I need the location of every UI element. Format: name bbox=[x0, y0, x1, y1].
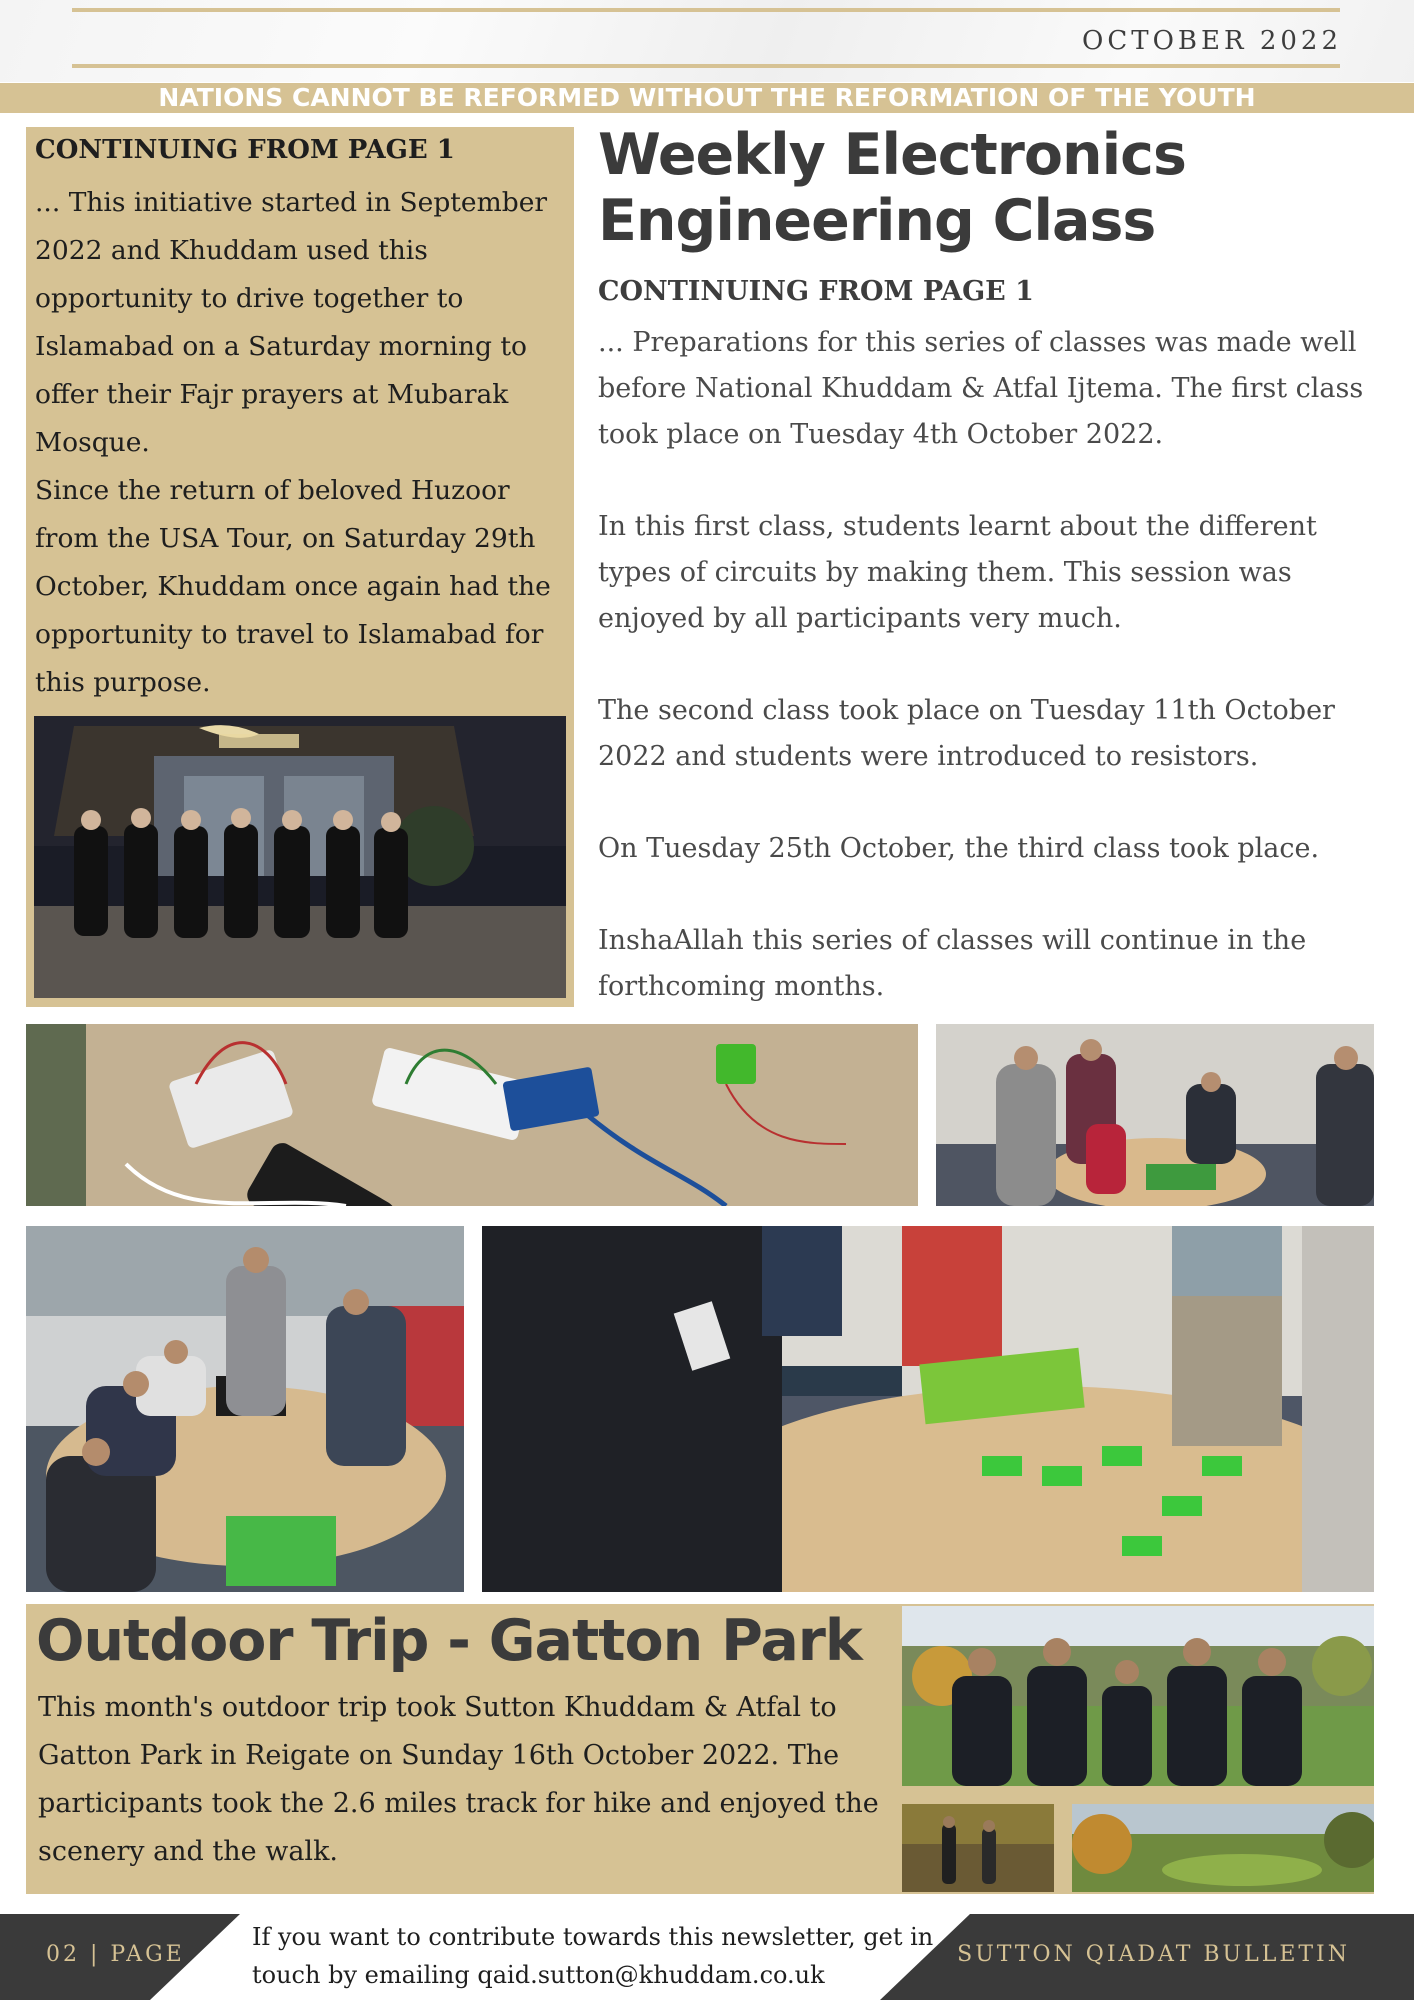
outdoor-trip-text: This month's outdoor trip took Sutton Khuddam & Atfal to Gatton Park in Reigate on Sunday 16th October 2022. The participants took the 2.6 miles track for hike and enjoyed the scenery and the walk. bbox=[38, 1692, 879, 1867]
continuation-text bbox=[35, 179, 570, 707]
article-paragraph: The second class took place on Tuesday 11th October 2022 and students were introduced to resistors. bbox=[598, 695, 1335, 772]
continuation-paragraph-1: ... This initiative started in September 2022 and Khuddam used this opportunity to drive together to Islamabad on a Saturday morning to offer their Fajr prayers at Mubarak Mosque. bbox=[35, 187, 548, 458]
article-paragraph: In this first class, students learnt about the different types of circuits by making them. This session was enjoyed by all participants very much. bbox=[598, 511, 1317, 634]
circuit-boards-photo bbox=[26, 1024, 918, 1206]
article-title: Weekly Electronics Engineering Class bbox=[598, 122, 1186, 254]
motto-banner: NATIONS CANNOT BE REFORMED WITHOUT THE REFORMATION OF THE YOUTH bbox=[0, 83, 1414, 113]
header-top-rule bbox=[72, 8, 1340, 12]
students-laptop-photo bbox=[26, 1226, 464, 1592]
page-footer bbox=[0, 1914, 1414, 2000]
park-scenery-photo bbox=[1072, 1804, 1374, 1892]
article-body bbox=[598, 320, 1398, 1056]
article-subheading: CONTINUING FROM PAGE 1 bbox=[598, 276, 1034, 307]
article-paragraph: InshaAllah this series of classes will continue in the forthcoming months. bbox=[598, 925, 1307, 1002]
publication-name: SUTTON QIADAT BULLETIN bbox=[957, 1942, 1350, 1967]
continuation-paragraph-2: Since the return of beloved Huzoor from the USA Tour, on Saturday 29th October, Khuddam once again had the opportunity to travel to Islamabad for this purpose. bbox=[35, 475, 551, 698]
mosque-group-photo bbox=[34, 716, 566, 998]
gatton-park-group-photo bbox=[902, 1606, 1374, 1786]
continuation-heading: CONTINUING FROM PAGE 1 bbox=[35, 135, 455, 165]
page-number: 02 | PAGE bbox=[46, 1942, 185, 1967]
article-paragraph: On Tuesday 25th October, the third class took place. bbox=[598, 833, 1320, 864]
article-paragraph: ... Preparations for this series of classes was made well before National Khuddam & Atfal Ijtema. The first class took place on Tuesday 4th October 2022. bbox=[598, 327, 1364, 450]
hikers-trail-photo bbox=[902, 1804, 1054, 1892]
circuit-kits-table-photo bbox=[482, 1226, 1374, 1592]
contribute-note: If you want to contribute towards this newsletter, get in touch by emailing qaid.sutton@khuddam.co.uk bbox=[252, 1923, 934, 1989]
outdoor-trip-title: Outdoor Trip - Gatton Park bbox=[36, 1608, 862, 1674]
issue-date: OCTOBER 2022 bbox=[1082, 26, 1342, 56]
students-round-table-photo bbox=[936, 1024, 1374, 1206]
header-bottom-rule bbox=[72, 64, 1340, 68]
